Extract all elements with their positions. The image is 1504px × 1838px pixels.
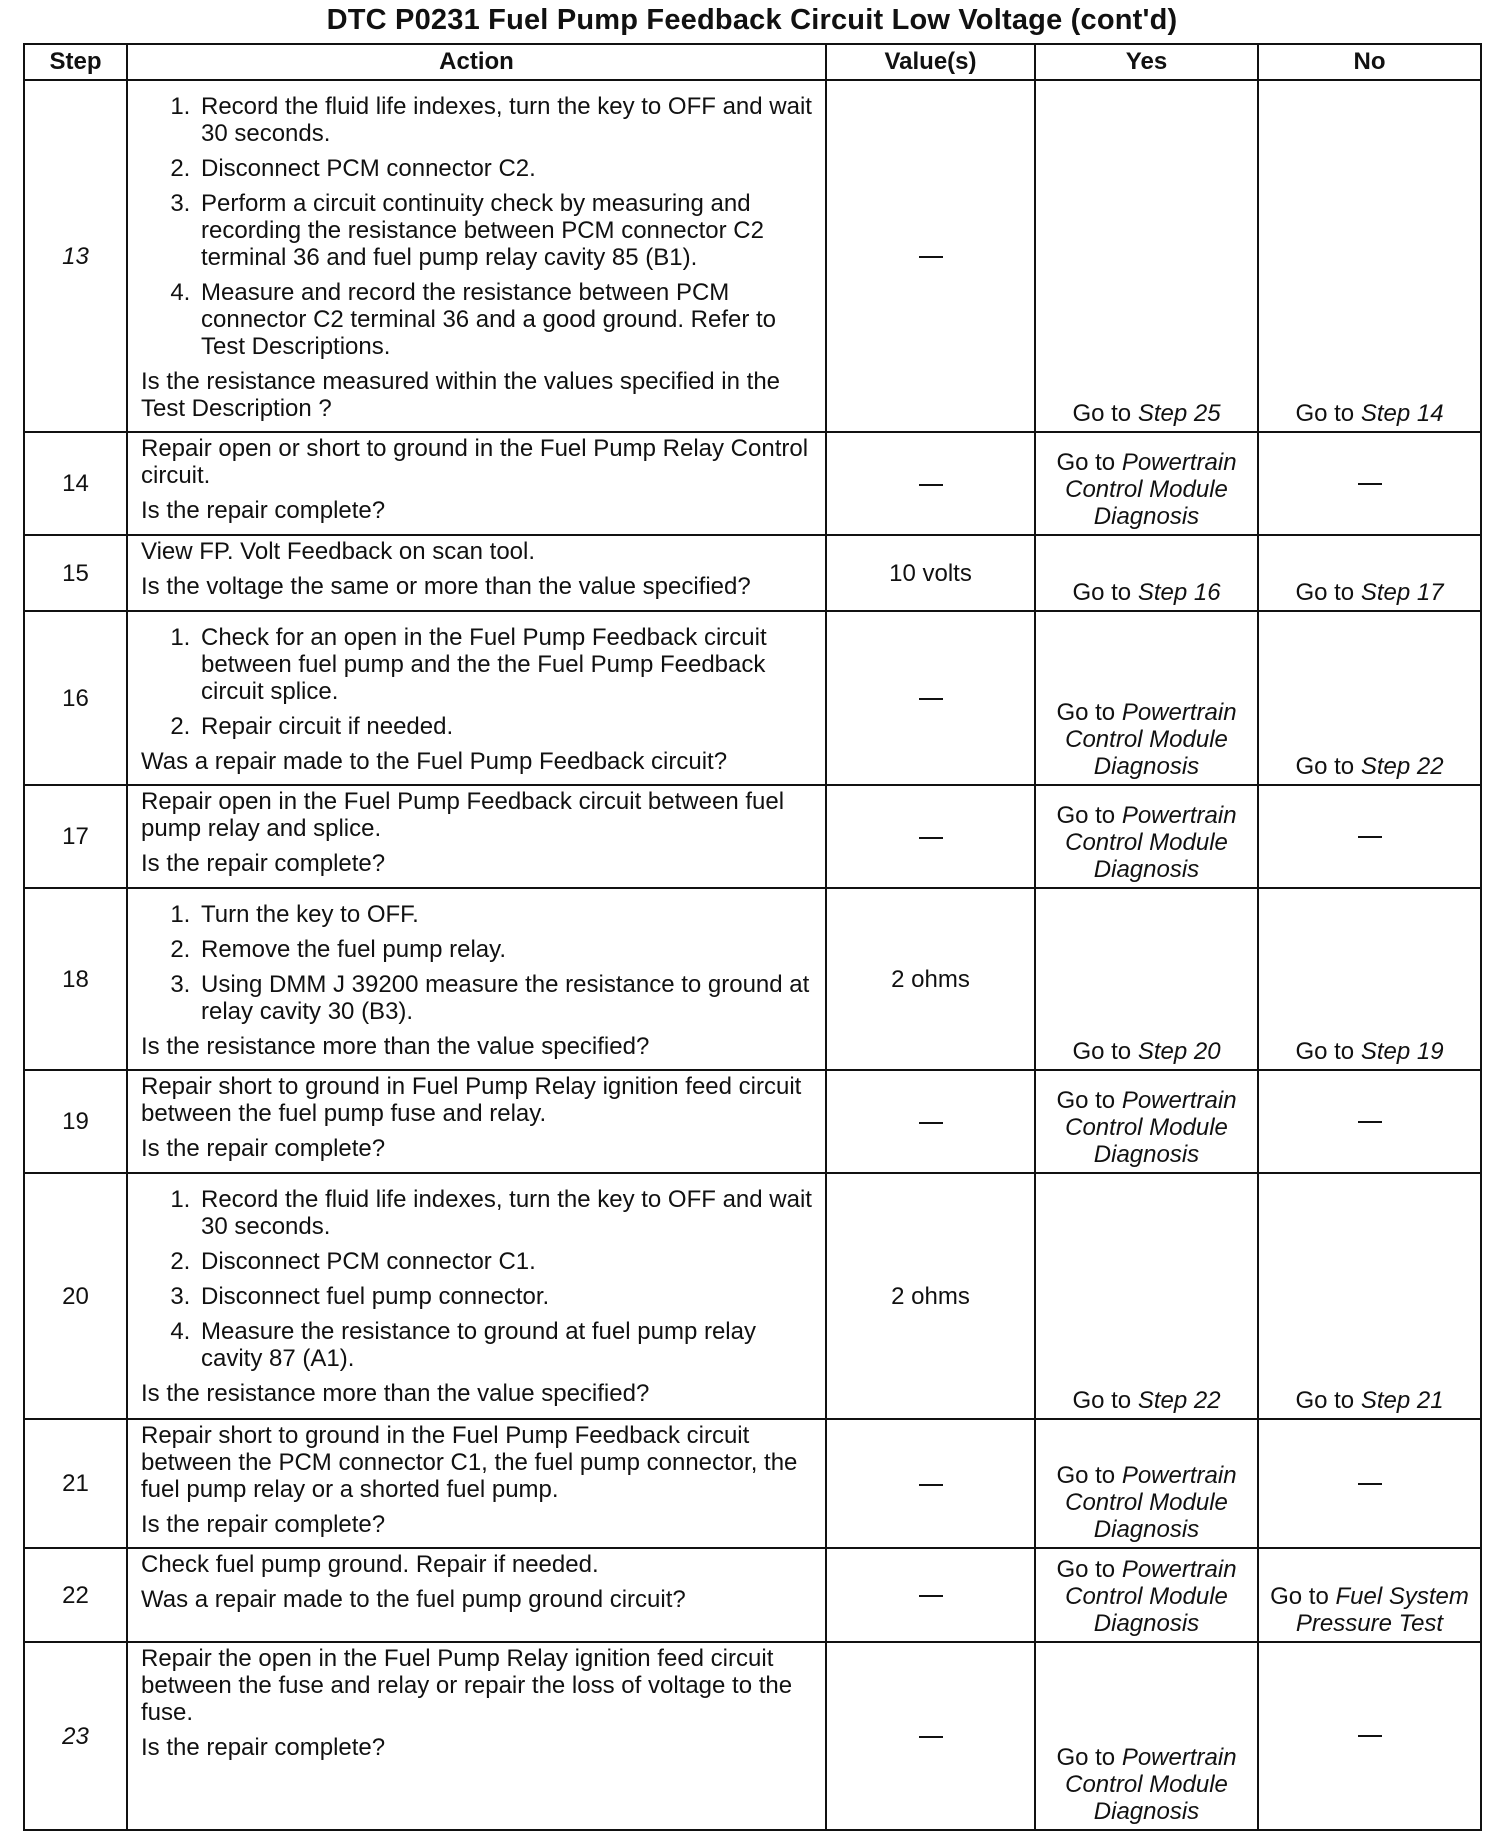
step-number: 14: [24, 432, 127, 535]
value-dash: [919, 1595, 943, 1597]
value-dash: [919, 256, 943, 258]
yes-cell: [1035, 1070, 1258, 1173]
yes-goto-prefix: Go to: [1072, 1387, 1138, 1414]
header-yes: Yes: [1035, 44, 1258, 80]
action-cell: [127, 785, 826, 888]
value-cell: [826, 80, 1035, 432]
action-step-item: 1. Check for an open in the Fuel Pump Feedback circuit between fuel pump and the the Fuel Pump Feedback circuit splice.: [197, 624, 817, 705]
action-instruction: Repair the open in the Fuel Pump Relay ignition feed circuit between the fuse and relay or repair the loss of voltage to the fuse.: [141, 1645, 793, 1726]
no-dash: [1358, 483, 1382, 485]
yes-cell: [1035, 1642, 1258, 1830]
action-question: Is the resistance more than the value specified?: [141, 1380, 650, 1407]
action-body: [141, 435, 817, 497]
step-number: 19: [24, 1070, 127, 1173]
yes-cell: [1035, 888, 1258, 1070]
action-body: [141, 1645, 817, 1734]
action-body: [141, 788, 817, 850]
value-cell: 2 ohms: [826, 1173, 1035, 1419]
action-content: [141, 614, 817, 775]
yes-cell: [1035, 611, 1258, 785]
step-number: 16: [24, 611, 127, 785]
action-body: [141, 614, 817, 748]
action-question: Is the repair complete?: [141, 1511, 386, 1538]
no-dash: [1358, 1483, 1382, 1485]
step-number: 23: [24, 1642, 127, 1830]
yes-goto-target: Step 20: [1137, 1038, 1221, 1065]
step-number: 13: [24, 80, 127, 432]
action-step-item: 3. Using DMM J 39200 measure the resistance to ground at relay cavity 30 (B3).: [197, 971, 817, 1025]
no-cell: [1258, 1548, 1481, 1642]
yes-goto-prefix: Go to: [1056, 802, 1122, 829]
action-question: Was a repair made to the Fuel Pump Feedback circuit?: [141, 748, 728, 775]
action-question: Is the resistance more than the value specified?: [141, 1033, 650, 1060]
yes-goto-prefix: Go to: [1056, 1462, 1122, 1489]
action-body: [141, 83, 817, 368]
action-steps-list: [141, 93, 817, 360]
header-row: [24, 44, 1481, 80]
no-cell: [1258, 611, 1481, 785]
action-instruction: Repair short to ground in the Fuel Pump Feedback circuit between the PCM connector C1, the fuel pump connector, the fuel pump relay or a shorted fuel pump.: [141, 1422, 798, 1503]
action-instruction: Repair short to ground in Fuel Pump Relay ignition feed circuit between the fuel pump fuse and relay.: [141, 1073, 802, 1127]
action-question: Is the resistance measured within the values specified in the Test Description ?: [141, 368, 781, 422]
value-dash: [919, 1484, 943, 1486]
table-row: [24, 1548, 1481, 1642]
action-cell: [127, 1070, 826, 1173]
action-step-item: 2. Repair circuit if needed.: [197, 713, 817, 740]
value-cell: [826, 611, 1035, 785]
no-dash: [1358, 1121, 1382, 1123]
action-cell: [127, 535, 826, 611]
table-row: [24, 1642, 1481, 1830]
value-cell: 2 ohms: [826, 888, 1035, 1070]
table-row: [24, 1419, 1481, 1548]
action-instruction: Repair open or short to ground in the Fuel Pump Relay Control circuit.: [141, 435, 809, 489]
no-goto-prefix: Go to: [1270, 1583, 1336, 1610]
step-number: 21: [24, 1419, 127, 1548]
yes-goto-target: Powertrain Control Module Diagnosis: [1065, 449, 1237, 530]
yes-cell: [1035, 1419, 1258, 1548]
no-cell: [1258, 535, 1481, 611]
step-number: 15: [24, 535, 127, 611]
no-dash: [1358, 1735, 1382, 1737]
no-goto-target: Step 22: [1360, 753, 1444, 780]
yes-cell: [1035, 785, 1258, 888]
no-goto-target: Step 14: [1360, 400, 1444, 427]
action-question: Is the voltage the same or more than the value specified?: [141, 573, 751, 600]
value-dash: [919, 837, 943, 839]
action-cell: [127, 1173, 826, 1419]
action-body: [141, 1551, 817, 1586]
yes-cell: [1035, 80, 1258, 432]
yes-goto-target: Powertrain Control Module Diagnosis: [1065, 1556, 1237, 1637]
header-values: Value(s): [826, 44, 1035, 80]
yes-goto-prefix: Go to: [1072, 1038, 1138, 1065]
no-cell: [1258, 785, 1481, 888]
no-goto-prefix: Go to: [1295, 753, 1361, 780]
no-cell: [1258, 888, 1481, 1070]
yes-goto-prefix: Go to: [1056, 449, 1122, 476]
no-goto-prefix: Go to: [1295, 1038, 1361, 1065]
yes-goto-prefix: Go to: [1056, 1556, 1122, 1583]
action-step-item: 1. Turn the key to OFF.: [197, 901, 817, 928]
yes-cell: [1035, 1173, 1258, 1419]
diagnostic-table: [23, 43, 1482, 1831]
yes-goto-target: Powertrain Control Module Diagnosis: [1065, 1087, 1237, 1168]
no-goto-target: Step 17: [1360, 579, 1444, 606]
value-cell: [826, 785, 1035, 888]
no-cell: [1258, 1070, 1481, 1173]
header-no: No: [1258, 44, 1481, 80]
table-row: [24, 432, 1481, 535]
action-instruction: Repair open in the Fuel Pump Feedback circuit between fuel pump relay and splice.: [141, 788, 785, 842]
action-cell: [127, 1548, 826, 1642]
value-cell: 10 volts: [826, 535, 1035, 611]
action-step-item: 4. Measure and record the resistance between PCM connector C2 terminal 36 and a good ground. Refer to Test Descriptions.: [197, 279, 817, 360]
table-row: [24, 785, 1481, 888]
no-cell: [1258, 1642, 1481, 1830]
yes-goto-target: Step 22: [1137, 1387, 1221, 1414]
no-cell: [1258, 1419, 1481, 1548]
yes-cell: [1035, 432, 1258, 535]
no-goto-target: Step 21: [1360, 1387, 1444, 1414]
action-cell: [127, 432, 826, 535]
value-cell: [826, 1419, 1035, 1548]
action-instruction: View FP. Volt Feedback on scan tool.: [141, 538, 536, 565]
yes-goto-target: Powertrain Control Module Diagnosis: [1065, 1462, 1237, 1543]
value-dash: [919, 1736, 943, 1738]
action-content: [141, 83, 817, 422]
yes-goto-target: Powertrain Control Module Diagnosis: [1065, 699, 1237, 780]
step-number: 18: [24, 888, 127, 1070]
action-content: [141, 435, 817, 524]
yes-cell: [1035, 535, 1258, 611]
action-content: [141, 891, 817, 1060]
action-steps-list: [141, 1186, 817, 1372]
yes-goto-target: Step 25: [1137, 400, 1221, 427]
no-cell: [1258, 80, 1481, 432]
step-number: 17: [24, 785, 127, 888]
table-row: [24, 1070, 1481, 1173]
action-content: [141, 1073, 817, 1162]
action-question: Was a repair made to the fuel pump ground circuit?: [141, 1586, 686, 1613]
action-step-item: 2. Disconnect PCM connector C1.: [197, 1248, 817, 1275]
action-content: [141, 1176, 817, 1407]
no-goto-prefix: Go to: [1295, 400, 1361, 427]
action-content: [141, 788, 817, 877]
action-question: Is the repair complete?: [141, 850, 386, 877]
action-content: [141, 1551, 817, 1613]
action-body: [141, 538, 817, 573]
action-step-item: 3. Disconnect fuel pump connector.: [197, 1283, 817, 1310]
action-question: Is the repair complete?: [141, 1734, 386, 1761]
action-body: [141, 1176, 817, 1380]
action-steps-list: [141, 901, 817, 1025]
action-step-item: 4. Measure the resistance to ground at fuel pump relay cavity 87 (A1).: [197, 1318, 817, 1372]
no-goto-prefix: Go to: [1295, 579, 1361, 606]
action-step-item: 3. Perform a circuit continuity check by measuring and recording the resistance between PCM connector C2 terminal 36 and fuel pump relay cavity 85 (B1).: [197, 190, 817, 271]
action-step-item: 1. Record the fluid life indexes, turn the key to OFF and wait 30 seconds.: [197, 1186, 817, 1240]
header-action: Action: [127, 44, 826, 80]
action-cell: [127, 80, 826, 432]
action-cell: [127, 1419, 826, 1548]
action-instruction: Check fuel pump ground. Repair if needed.: [141, 1551, 599, 1578]
action-content: [141, 1422, 817, 1538]
step-number: 20: [24, 1173, 127, 1419]
action-body: [141, 1073, 817, 1135]
yes-goto-prefix: Go to: [1072, 579, 1138, 606]
value-cell: [826, 1070, 1035, 1173]
action-cell: [127, 1642, 826, 1830]
page-title: DTC P0231 Fuel Pump Feedback Circuit Low Voltage (cont'd): [326, 4, 1178, 36]
yes-goto-prefix: Go to: [1056, 1087, 1122, 1114]
table-row: [24, 1173, 1481, 1419]
value-dash: [919, 484, 943, 486]
no-cell: [1258, 432, 1481, 535]
action-content: [141, 1645, 817, 1761]
table-row: [24, 80, 1481, 432]
action-step-item: 1. Record the fluid life indexes, turn the key to OFF and wait 30 seconds.: [197, 93, 817, 147]
no-goto-target: Step 19: [1360, 1038, 1444, 1065]
action-step-item: 2. Disconnect PCM connector C2.: [197, 155, 817, 182]
action-body: [141, 891, 817, 1033]
value-dash: [919, 1122, 943, 1124]
header-step: Step: [24, 44, 127, 80]
value-dash: [919, 698, 943, 700]
step-number: 22: [24, 1548, 127, 1642]
table-row: [24, 611, 1481, 785]
no-cell: [1258, 1173, 1481, 1419]
yes-cell: [1035, 1548, 1258, 1642]
action-steps-list: [141, 624, 817, 740]
action-question: Is the repair complete?: [141, 497, 386, 524]
no-goto-prefix: Go to: [1295, 1387, 1361, 1414]
action-cell: [127, 611, 826, 785]
value-cell: [826, 432, 1035, 535]
action-content: [141, 538, 817, 600]
yes-goto-prefix: Go to: [1056, 1744, 1122, 1771]
table-row: [24, 888, 1481, 1070]
value-cell: [826, 1548, 1035, 1642]
no-dash: [1358, 836, 1382, 838]
yes-goto-target: Step 16: [1137, 579, 1221, 606]
yes-goto-prefix: Go to: [1056, 699, 1122, 726]
action-cell: [127, 888, 826, 1070]
yes-goto-target: Powertrain Control Module Diagnosis: [1065, 1744, 1237, 1825]
yes-goto-prefix: Go to: [1072, 400, 1138, 427]
action-body: [141, 1422, 817, 1511]
value-cell: [826, 1642, 1035, 1830]
no-goto-target: Fuel System Pressure Test: [1295, 1583, 1469, 1637]
table-row: [24, 535, 1481, 611]
action-step-item: 2. Remove the fuel pump relay.: [197, 936, 817, 963]
action-question: Is the repair complete?: [141, 1135, 386, 1162]
yes-goto-target: Powertrain Control Module Diagnosis: [1065, 802, 1237, 883]
